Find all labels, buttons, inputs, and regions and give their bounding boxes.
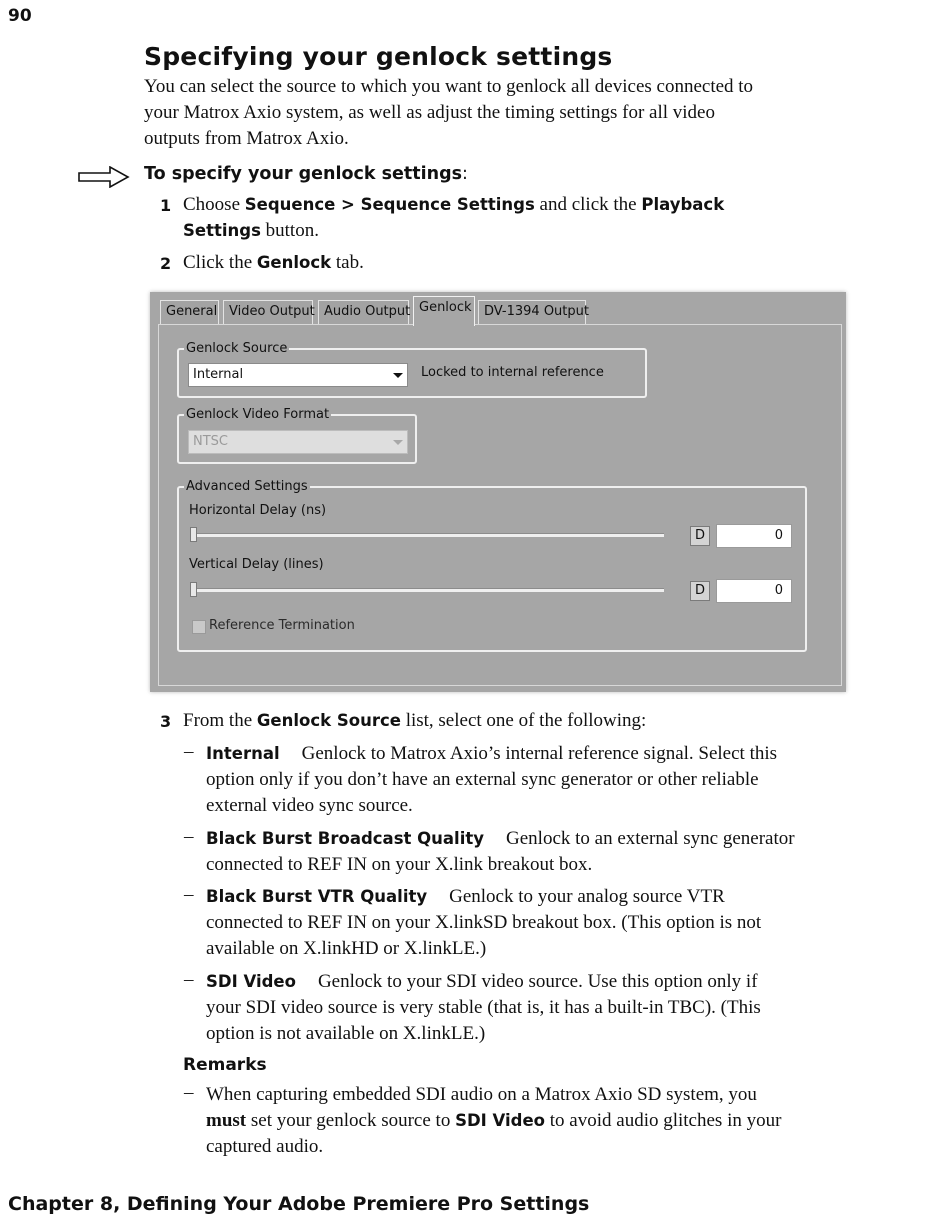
horizontal-delay-slider-thumb[interactable] (190, 527, 197, 542)
step-text-part: button. (260, 220, 319, 241)
option-term: Internal (206, 744, 280, 763)
section-title: Specifying your genlock settings (144, 42, 613, 71)
vertical-delay-slider-track[interactable] (190, 588, 664, 592)
option-text: external video sync source. (206, 795, 413, 816)
step-number: 3 (160, 712, 172, 731)
tab-video-output[interactable]: Video Output (223, 300, 313, 324)
step-text (183, 708, 646, 734)
step-number: 1 (160, 196, 172, 215)
horizontal-delay-input[interactable]: 0 (716, 524, 792, 548)
vertical-delay-slider-thumb[interactable] (190, 582, 197, 597)
step-text-part: and click the (534, 194, 642, 215)
option-text: available on X.linkHD or X.linkLE.) (206, 938, 487, 959)
menu-path: Sequence > Sequence Settings (244, 195, 535, 214)
remarks-line: to avoid audio glitches in your (545, 1110, 782, 1131)
step-text-part: tab. (331, 252, 364, 273)
genlock-source-value: Internal (193, 367, 244, 382)
option-text: option only if you don’t have an external sync generator or other reliable (206, 769, 759, 790)
tab-name: Genlock (256, 253, 332, 272)
option-term: Black Burst VTR Quality (206, 887, 428, 906)
option-bb-vtr (206, 884, 846, 962)
intro-line: You can select the source to which you want to genlock all devices connected to (144, 76, 754, 97)
option-term: Black Burst Broadcast Quality (206, 829, 485, 848)
horizontal-delay-slider-track[interactable] (190, 533, 664, 537)
remarks-text (206, 1082, 846, 1160)
option-text: option is not available on X.linkLE.) (206, 1023, 486, 1044)
video-format-value: NTSC (193, 434, 228, 449)
remarks-line: When capturing embedded SDI audio on a Matrox Axio SD system, you (206, 1084, 757, 1105)
step-text-part: list, select one of the following: (400, 710, 647, 731)
list-dash: – (184, 826, 194, 847)
button-name: Playback (641, 195, 725, 214)
button-name: Settings (183, 221, 261, 240)
remarks-line: set your genlock source to (246, 1110, 456, 1131)
genlock-source-label: Genlock Source (186, 341, 288, 356)
remarks-emphasis: must (206, 1110, 247, 1131)
reference-termination-checkbox[interactable] (192, 620, 206, 634)
intro-line: outputs from Matrox Axio. (144, 128, 349, 149)
genlock-source-select[interactable] (188, 363, 408, 387)
tab-general[interactable]: General (160, 300, 219, 324)
remarks-emphasis: SDI Video (455, 1111, 546, 1130)
horizontal-delay-default-button[interactable]: D (690, 526, 710, 546)
vertical-delay-label: Vertical Delay (lines) (189, 557, 324, 572)
intro-line: your Matrox Axio system, as well as adjust the timing settings for all video (144, 102, 715, 123)
step-number: 2 (160, 254, 172, 273)
step-text (183, 192, 843, 244)
remarks-heading: Remarks (183, 1055, 267, 1075)
genlock-status-text: Locked to internal reference (421, 365, 604, 380)
option-text: your SDI video source is very stable (that is, it has a built-in TBC). (This (206, 997, 761, 1018)
procedure-arrow-icon (78, 166, 130, 188)
list-dash: – (184, 741, 194, 762)
option-text: connected to REF IN on your X.linkSD breakout box. (This option is not (206, 912, 762, 933)
procedure-heading-text: To specify your genlock settings (144, 164, 463, 184)
option-term: SDI Video (206, 972, 296, 991)
step-text-part: From the (183, 710, 257, 731)
option-text: Genlock to an external sync generator (506, 828, 795, 849)
step-text-part: Click the (183, 252, 257, 273)
genlock-settings-dialog (150, 292, 846, 692)
procedure-colon: : (462, 164, 468, 184)
list-dash: – (184, 884, 194, 905)
tab-audio-output[interactable]: Audio Output (318, 300, 409, 324)
step-text-part: Choose (183, 194, 245, 215)
list-dash: – (184, 1082, 194, 1103)
advanced-settings-label: Advanced Settings (186, 479, 308, 494)
horizontal-delay-label: Horizontal Delay (ns) (189, 503, 327, 518)
procedure-heading (144, 164, 468, 184)
video-format-label: Genlock Video Format (186, 407, 330, 422)
chevron-down-icon (393, 440, 403, 445)
reference-termination-label: Reference Termination (209, 618, 355, 633)
tab-dv-1394-output[interactable]: DV-1394 Output (478, 300, 586, 324)
option-bb-broadcast (206, 826, 846, 878)
intro-paragraph (144, 74, 864, 152)
option-sdi-video (206, 969, 846, 1047)
step-text (183, 250, 364, 276)
tab-genlock[interactable]: Genlock (413, 296, 475, 326)
list-name: Genlock Source (256, 711, 401, 730)
vertical-delay-default-button[interactable]: D (690, 581, 710, 601)
option-text: Genlock to your SDI video source. Use this option only if (317, 971, 758, 992)
video-format-select[interactable] (188, 430, 408, 454)
vertical-delay-input[interactable]: 0 (716, 579, 792, 603)
list-dash: – (184, 969, 194, 990)
option-text: Genlock to Matrox Axio’s internal reference signal. Select this (301, 743, 778, 764)
chevron-down-icon (393, 373, 403, 378)
remarks-line: captured audio. (206, 1136, 324, 1157)
option-text: Genlock to your analog source VTR (449, 886, 725, 907)
chapter-footer: Chapter 8, Defining Your Adobe Premiere Pro Settings (8, 1193, 590, 1215)
option-internal (206, 741, 846, 819)
option-text: connected to REF IN on your X.link breakout box. (206, 854, 593, 875)
page-number: 90 (8, 6, 32, 26)
